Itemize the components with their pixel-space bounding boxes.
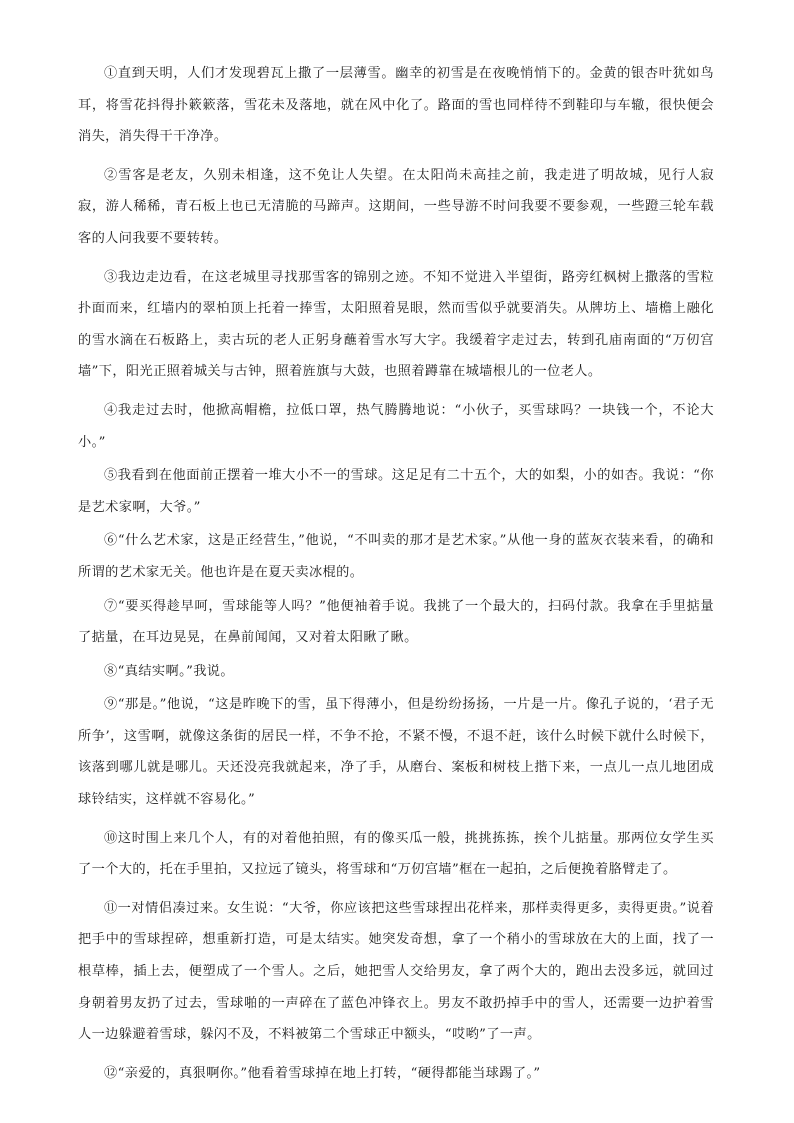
paragraph-7: ⑦“要买得趁早呵，雪球能等人吗？”他便袖着手说。我挑了一个最大的，扫码付款。我拿在手里掂量了掂量，在耳边晃晃，在鼻前闻闻，又对着太阳瞅了瞅。	[78, 598, 714, 646]
paragraph-8: ⑧“真结实啊。”我说。	[104, 663, 234, 679]
paragraph-1: ①直到天明，人们才发现碧瓦上撒了一层薄雪。幽幸的初雪是在夜晚悄悄下的。金黄的银杏叶犹如鸟耳，将雪花抖得扑簌簌落，雪花未及落地，就在风中化了。路面的雪也同样待不到鞋印与车辙，很快便会消失，消失得干干净净。	[78, 66, 714, 145]
paragraph-2: ②雪客是老友，久别未相逢，这不免让人失望。在太阳尚未高挂之前，我走进了明故城，见行人寂寂，游人稀稀，青石板上也已无清脆的马蹄声。这期间，一些导游不时问我要不要参观，一些蹬三轮车载客的人问我要不要转转。	[78, 167, 714, 246]
paragraph-10: ⑩这时围上来几个人，有的对着他拍照，有的像买瓜一般，挑挑拣拣，挨个儿掂量。那两位女学生买了一个大的，托在手里拍，又拉远了镜头，将雪球和“万仞宫墙”框在一起拍，之后便挽着胳臂走了。	[78, 830, 714, 878]
paragraph-3: ③我边走边看，在这老城里寻找那雪客的锦别之迹。不知不觉进入半望街，路旁红枫树上撒落的雪粒扑面而来，红墙内的翠柏顶上托着一捧雪，太阳照着晃眼，然而雪似乎就要消失。从牌坊上、墙檐上融化的雪水滴在石板路上，卖古玩的老人正躬身蘸着雪水写大字。我缓着字走过去，转到孔庙南面的“万仞宫墙”下，阳光正照着城关与古钟，照着旌旗与大鼓，也照着蹲靠在城墙根儿的一位老人。	[78, 269, 714, 380]
paragraph-9: ⑨“那是。”他说，“这是昨晚下的雪，虽下得薄小，但是纷纷扬扬，一片是一片。像孔子说的，‘君子无所争’，这雪啊，就像这条街的居民一样，不争不抢，不紧不慢，不退不赶，该什么时候下就什么时候下，该落到哪儿就是哪儿。天还没亮我就起来，净了手，从磨台、案板和树枝上揩下来，一点儿一点儿地团成球铃结实，这样就不容易化。”	[78, 697, 714, 808]
paragraph-4: ④我走过去时，他掀高帽檐，拉低口罩，热气腾腾地说：“小伙子，买雪球吗？一块钱一个，不论大小。”	[78, 402, 714, 450]
paragraph-6: ⑥“什么艺术家，这是正经营生，”他说，“不叫卖的那才是艺术家。”从他一身的蓝灰衣装来看，的确和所谓的艺术家无关。他也许是在夏天卖冰棍的。	[78, 533, 714, 580]
paragraph-5: ⑤我看到在他面前正摆着一堆大小不一的雪球。这足足有二十五个，大的如梨，小的如杏。我说：“你是艺术家啊，大爷。”	[78, 468, 714, 515]
paragraph-12: ⑫“亲爱的，真狠啊你。”他看着雪球掉在地上打转，“硬得都能当球踢了。”	[104, 1065, 541, 1081]
paragraph-11: ⑪一对情侣凑过来。女生说：“大爷，你应该把这些雪球捏出花样来，那样卖得更多，卖得更贵。”说着把手中的雪球捏碎，想重新打造，可是太结实。她突发奇想，拿了一个稍小的雪球放在大的上面，找了一根草棒，插上去，便塑成了一个雪人。之后，她把雪人交给男友，拿了两个大的，跑出去没多远，就回过身朝着男友扔了过去，雪球啪的一声碎在了蓝色冲锋衣上。男友不敢扔掉手中的雪人，还需要一边护着雪人一边躲避着雪球，躲闪不及，不料被第二个雪球正中额头，“哎哟”了一声。	[78, 900, 714, 1043]
article-body	[78, 58, 714, 1096]
